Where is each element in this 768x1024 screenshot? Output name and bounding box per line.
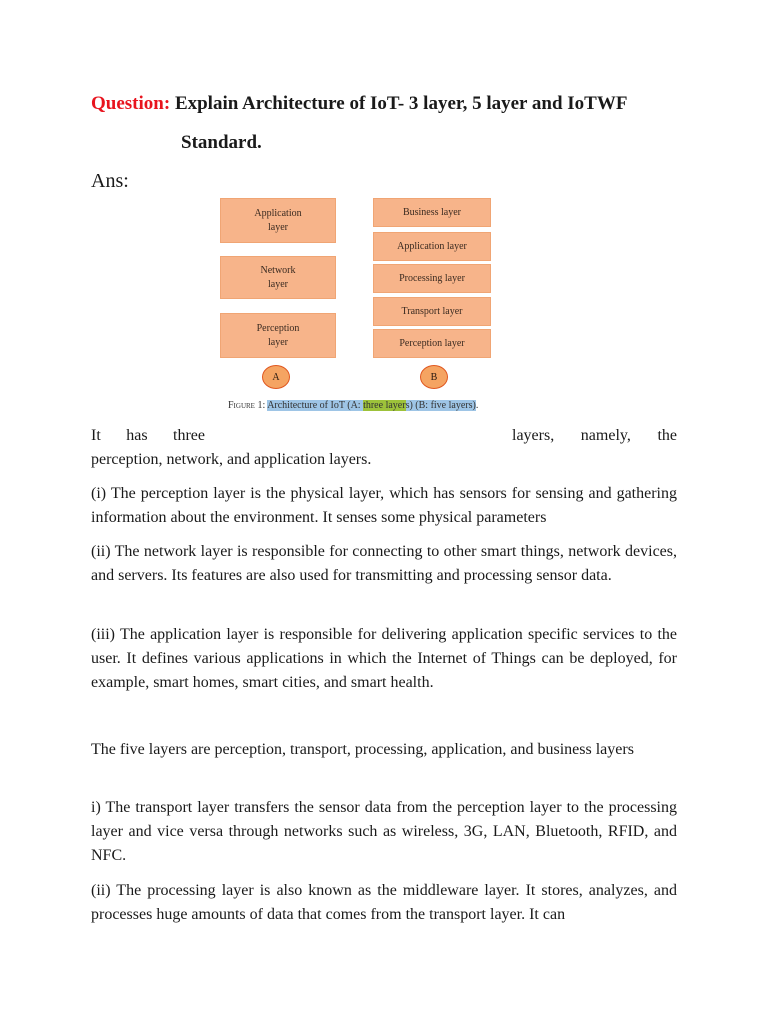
circle-a: A (262, 365, 290, 389)
three-layer-application: Application layer (220, 198, 336, 243)
caption-part3: s) (B: five layers) (405, 400, 476, 411)
paragraph-application: (iii) The application layer is responsible for delivering application specific services to the user. It defines various applications in which the Internet of Things can be deployed, for example, smart homes, smart cities, and smart health. (91, 626, 677, 691)
question-heading (91, 93, 627, 115)
five-layer-transport: Transport layer (373, 297, 491, 326)
paragraph-transport: i) The transport layer transfers the sensor data from the perception layer to the processing layer and vice versa through networks such as wireless, 3G, LAN, Bluetooth, RFID, and NFC. (91, 799, 677, 864)
five-layer-business: Business layer (373, 198, 491, 227)
figure-caption (228, 400, 478, 411)
paragraph-five-layers: The five layers are perception, transport, processing, application, and business layers (91, 741, 634, 758)
five-layer-perception: Perception layer (373, 329, 491, 358)
five-layer-application: Application layer (373, 232, 491, 261)
paragraph-processing: (ii) The processing layer is also known as the middleware layer. It stores, analyzes, and processes huge amounts of data that comes from the transport layer. It can (91, 882, 677, 923)
question-continuation: Standard. (181, 132, 262, 153)
caption-part1: Architecture of IoT (A: (267, 400, 364, 411)
three-layer-perception: Perception layer (220, 313, 336, 358)
three-layers-intro: It has three layers, namely, the perception, network, and application layers. (91, 427, 677, 468)
caption-end: . (475, 400, 479, 411)
question-label: Question: (91, 93, 171, 114)
answer-label: Ans: (91, 170, 129, 192)
caption-label: Figure 1: (228, 400, 266, 411)
caption-part2: three layer (363, 400, 406, 411)
circle-b: B (420, 365, 448, 389)
five-layer-processing: Processing layer (373, 264, 491, 293)
three-layer-network: Network layer (220, 256, 336, 299)
question-text: Explain Architecture of IoT- 3 layer, 5 layer and IoTWF (174, 93, 628, 114)
paragraph-perception: (i) The perception layer is the physical layer, which has sensors for sensing and gathering information about the environment. It senses some physical parameters (91, 485, 677, 526)
paragraph-network: (ii) The network layer is responsible for connecting to other smart things, network devices, and servers. Its features are also used for transmitting and processing sensor data. (91, 543, 677, 584)
